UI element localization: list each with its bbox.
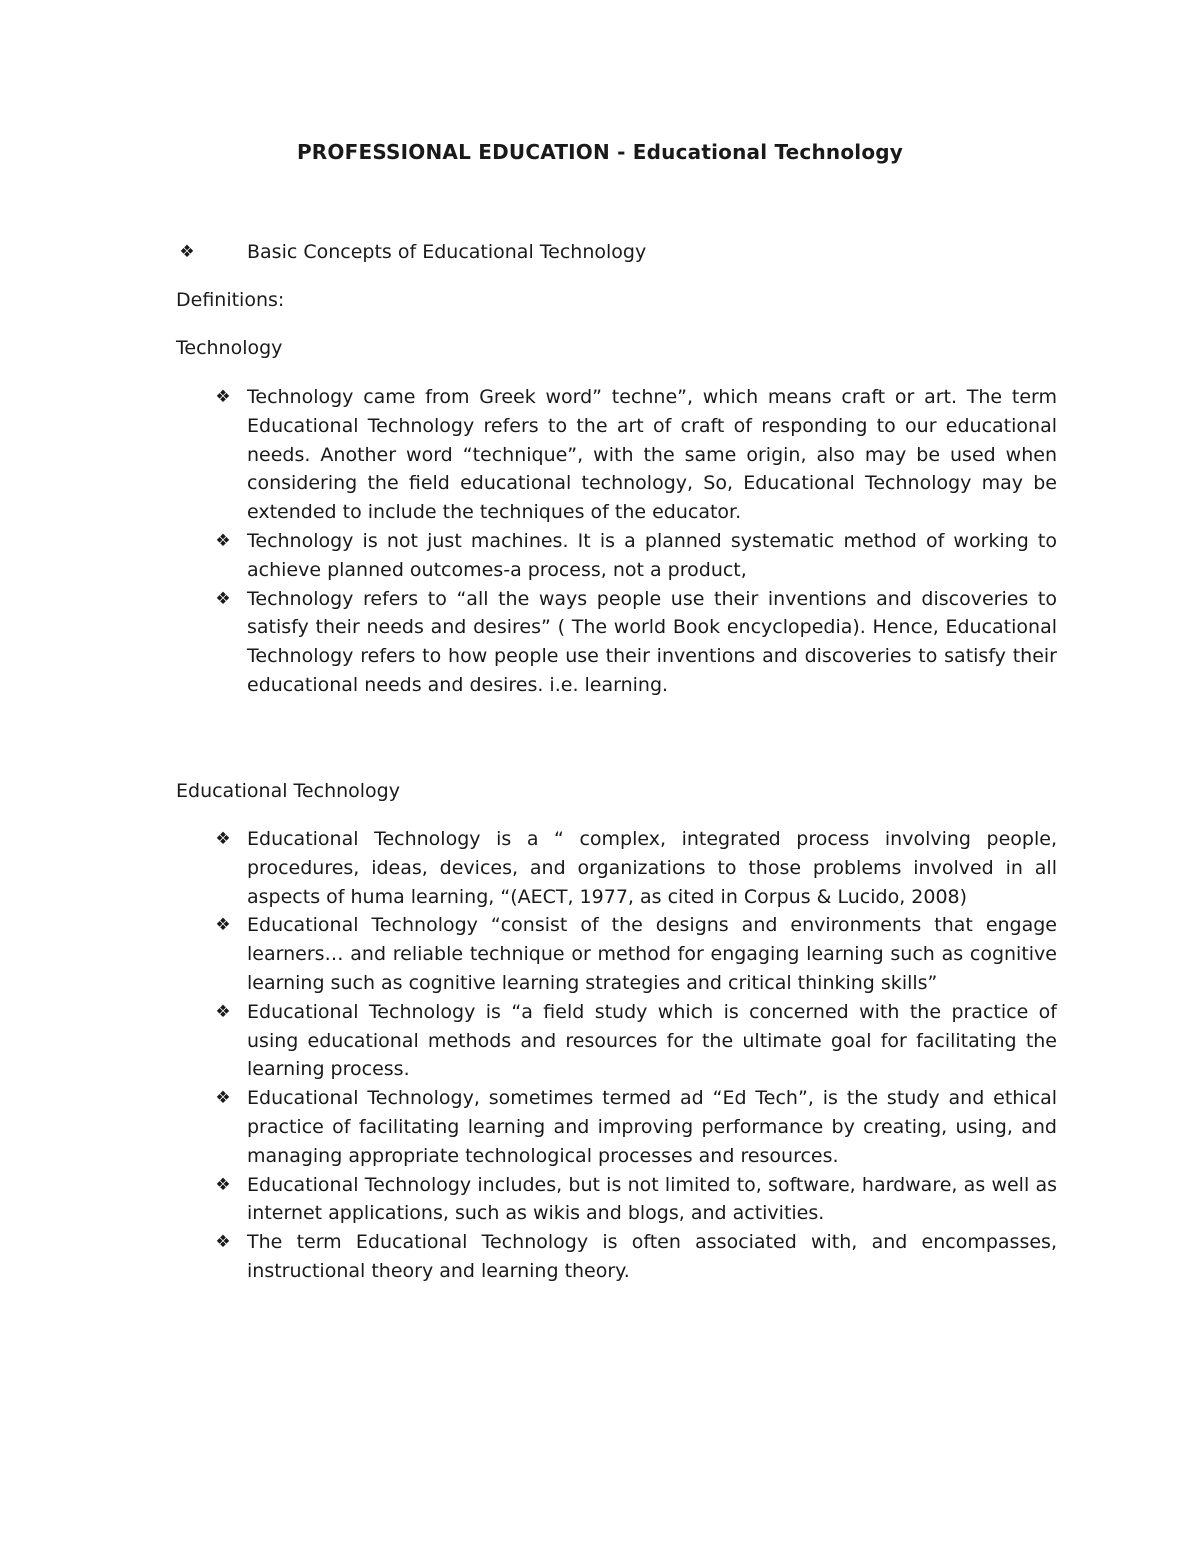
diamond-bullet-icon: ❖ [215,588,231,609]
diamond-bullet-icon: ❖ [215,829,231,849]
list-item [212,1228,1057,1286]
list-item [212,585,1057,700]
list-item [212,383,1057,527]
list-item-text: Technology came from Greek word” techne”, which means craft or art. The term Educational Technology refers to the art of craft of responding to our educational needs. Another word “technique”, with the same origin, also may be used when considering the field educational technology, So, Educational Technology may be extended to include the techniques of the educator. [247,386,1057,524]
list-item-text: Educational Technology “consist of the designs and environments that engage learners… and reliable technique or method for engaging learning such as cognitive learning such as cognitive learning strategies and critical thinking skills” [247,914,1057,994]
diamond-bullet-icon: ❖ [215,915,231,936]
list-item [212,527,1057,585]
list-item-text: Educational Technology includes, but is not limited to, software, hardware, as well as internet applications, such as wikis and blogs, and activities. [247,1173,1057,1225]
diamond-bullet-icon: ❖ [215,1001,231,1022]
definitions-label: Definitions: [176,289,285,311]
diamond-bullet-icon: ❖ [215,1088,231,1109]
topic-text: Basic Concepts of Educational Technology [247,241,647,263]
section-heading-technology: Technology [176,337,283,359]
list-item [212,998,1057,1084]
list-item [212,911,1057,997]
list-item-text: Educational Technology, sometimes termed ad “Ed Tech”, is the study and ethical practice of facilitating learning and improving performance by creating, using, and managing appropriate technological processes and resources. [247,1087,1057,1167]
diamond-bullet-icon: ❖ [215,530,231,551]
diamond-bullet-icon: ❖ [215,1174,231,1195]
list-item-text: Technology refers to “all the ways people use their inventions and discoveries to satisfy their needs and desires” ( The world Book encyclopedia). Hence, Educational Technology refers to how people use their inventions and discoveries to satisfy their educational needs and desires. i.e. learning. [247,587,1057,696]
list-item-text: The term Educational Technology is often associated with, and encompasses, instructional theory and learning theory. [247,1231,1057,1282]
educational-technology-bullet-list [212,825,1057,1286]
section-heading-educational-technology: Educational Technology [176,780,400,802]
diamond-bullet-icon: ❖ [179,242,195,262]
diamond-bullet-icon: ❖ [215,387,231,407]
list-item-text: Educational Technology is “a field study which is concerned with the practice of using educational methods and resources for the ultimate goal for facilitating the learning process. [247,1000,1057,1081]
list-item-text: Technology is not just machines. It is a planned systematic method of working to achieve planned outcomes-a process, not a product, [247,529,1057,581]
topic-heading [176,238,646,266]
technology-bullet-list [212,383,1057,700]
list-item [212,1084,1057,1170]
list-item [212,825,1057,911]
list-item-text: Educational Technology is a “ complex, integrated process involving people, procedures, ideas, devices, and organizations to those problems involved in all aspects of huma learning, “(AECT, 1977, as cited in Corpus & Lucido, 2008) [247,828,1057,908]
list-item [212,1171,1057,1229]
page-title: PROFESSIONAL EDUCATION - Educational Technology [296,140,904,164]
diamond-bullet-icon: ❖ [215,1232,231,1253]
